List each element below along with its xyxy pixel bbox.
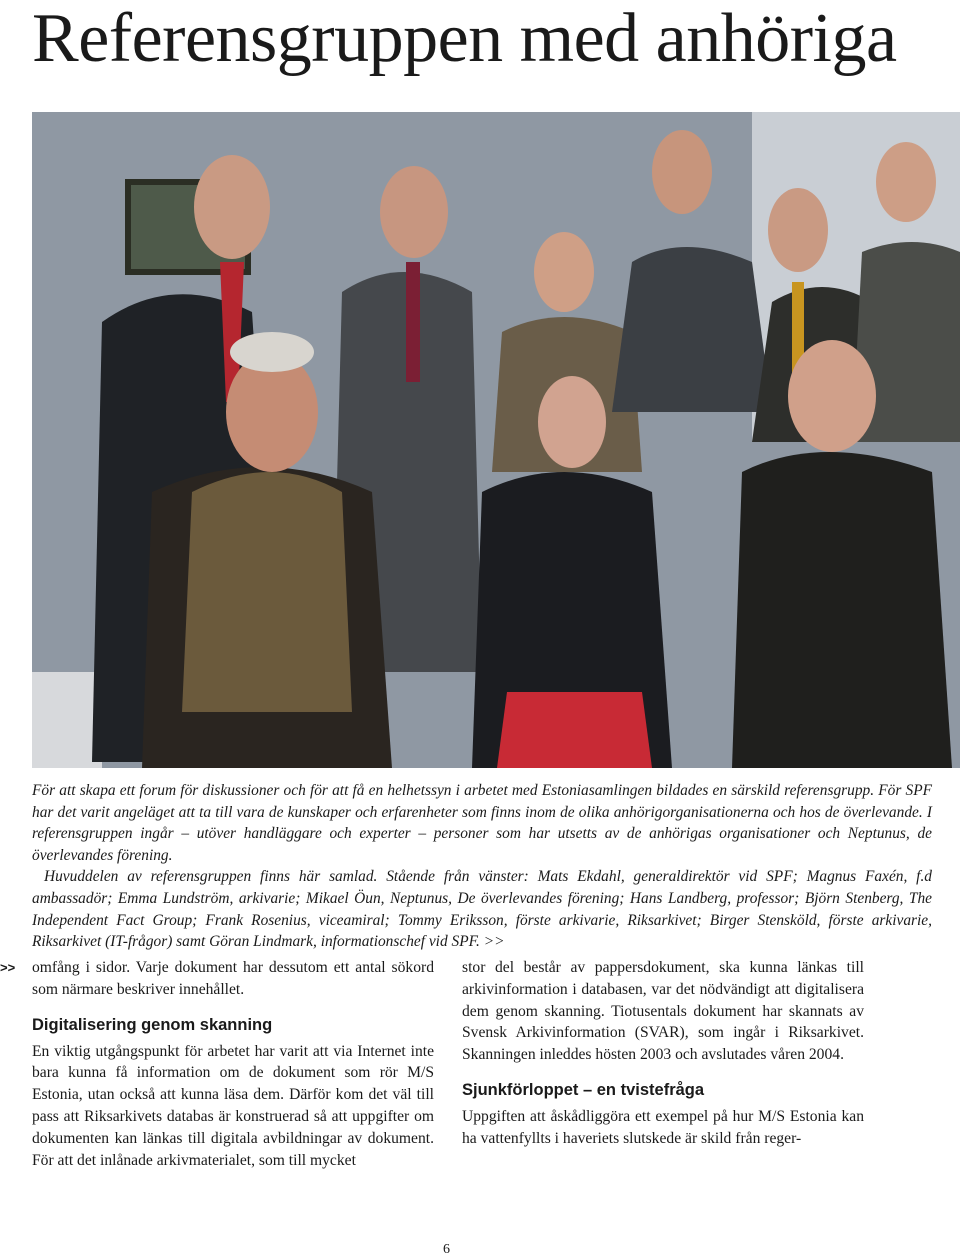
continuation-marker: >> bbox=[0, 960, 16, 975]
page-number: 6 bbox=[443, 1242, 450, 1257]
paragraph: stor del består av pappersdokument, ska kunna länkas till arkivinformation i databasen, var det nödvändigt att digitalisera dem genom skanning. Tiotusentals dokument har skannats av Svensk Arkivinformation (SVAR), som ingår i Riksarkivet. Skanningen inleddes hösten 2003 och avslutades våren 2004. bbox=[462, 959, 864, 1064]
text-column-right bbox=[462, 957, 864, 1150]
paragraph: En viktig utgångspunkt för arbetet har varit att via Internet inte bara kunna få information om de dokument som rör M/S Estonia, utan också att kunna läsa dem. Därför kom det väl till pass att Riksarkivets databas är konstruerad så att uppgifter om dokumenten kan länkas till digitala avbildningar av dokument. För att det inlånade arkivmaterialet, som till mycket bbox=[32, 1042, 434, 1169]
paragraph: omfång i sidor. Varje dokument har dessutom ett antal sökord som närmare beskriver innehållet. bbox=[32, 959, 434, 998]
photo-caption bbox=[32, 780, 932, 953]
radiator bbox=[32, 672, 102, 768]
section-heading: Digitalisering genom skanning bbox=[32, 1015, 273, 1034]
caption-paragraph: För att skapa ett forum för diskussioner och för att få en helhetssyn i arbetet med Estoniasamlingen bildades en särskild referensgrupp. För SPF har det varit angeläget att ta till vara de kunskaper och erfarenheter som finns inom de olika anhörigorganisationerna och hos de överlevande. I referensgruppen ingår – utöver handläggare och experter – personer som har utsetts av de anhörigas organisationer och Neptunus, de överlevandes förening. bbox=[32, 782, 932, 864]
group-photo bbox=[32, 112, 960, 768]
section-heading: Sjunkförloppet – en tvistefråga bbox=[462, 1080, 705, 1099]
paragraph: Uppgiften att åskådliggöra ett exempel på hur M/S Estonia kan ha vattenfyllts i haveriets slutskede är skild från reger- bbox=[462, 1107, 864, 1147]
page-title: Referensgruppen med anhöriga bbox=[32, 0, 897, 77]
text-column-left bbox=[32, 957, 434, 1171]
caption-paragraph-names: Huvuddelen av referensgruppen finns här samlad. Stående från vänster: Mats Ekdahl, generaldirektör vid SPF; Magnus Faxén, f.d ambassadör; Emma Lundström, arkivarie; Mikael Öun, Neptunus, De överlevandes förening; Hans Landberg, professor; Björn Stenberg, The Independent Fact Group; Frank Rosenius, viceamiral; Tommy Eriksson, förste arkivarie, Riksarkivet; Birger Stensköld, förste arkivarie, Riksarkivet (IT-frågor) samt Göran Lindmark, informationschef vid SPF. >> bbox=[32, 868, 932, 951]
